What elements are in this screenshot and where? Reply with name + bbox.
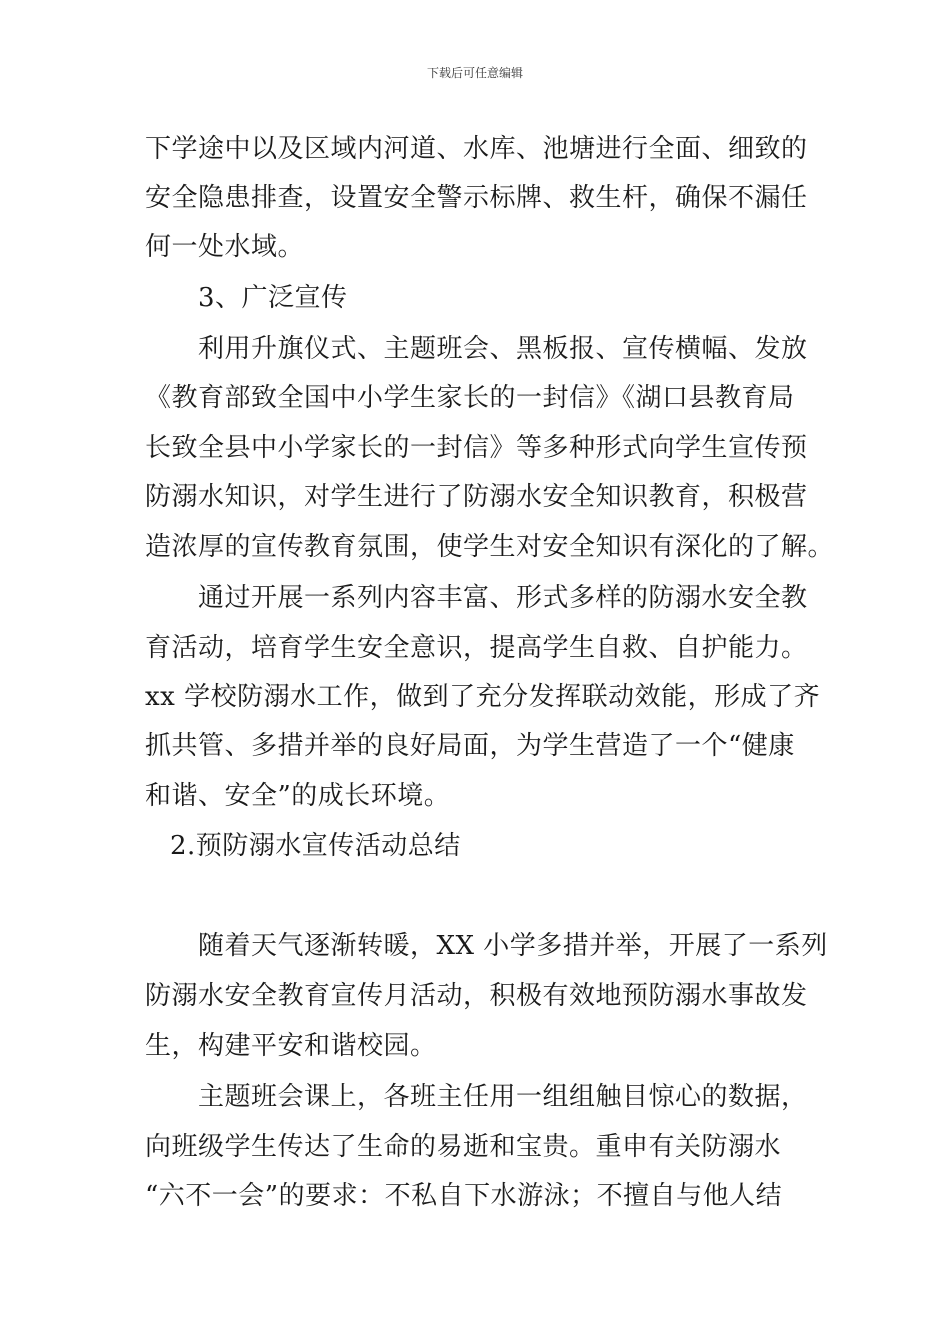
body-text-line: 何一处水域。	[145, 232, 305, 262]
body-text-line: 生，构建平安和谐校园。	[145, 1031, 437, 1061]
body-text-line: 造浓厚的宣传教育氛围，使学生对安全知识有深化的了解。	[145, 532, 835, 562]
body-text-line: 长致全县中小学家长的一封信》等多种形式向学生宣传预	[145, 433, 808, 463]
body-text-line: 和谐、安全”的成长环境。	[145, 781, 451, 811]
body-text-line: 下学途中以及区域内河道、水库、池塘进行全面、细致的	[145, 134, 808, 164]
body-text-line: 安全隐患排查，设置安全警示标牌、救生杆，确保不漏任	[145, 183, 808, 213]
body-text-line: 抓共管、多措并举的良好局面，为学生营造了一个“健康	[145, 731, 795, 761]
page-header-note: 下载后可任意编辑	[426, 66, 523, 80]
section-title: 2.预防溺水宣传活动总结	[170, 831, 461, 861]
section-heading: 3、广泛宣传	[198, 283, 348, 313]
body-text-line: 利用升旗仪式、主题班会、黑板报、宣传横幅、发放	[198, 334, 808, 364]
body-text-line: 随着天气逐渐转暖，XX 小学多措并举，开展了一系列	[198, 931, 828, 961]
body-text-line: xx 学校防溺水工作，做到了充分发挥联动效能，形成了齐	[145, 682, 821, 712]
body-text-line: “六不一会”的要求：不私自下水游泳；不擅自与他人结	[145, 1181, 783, 1211]
body-text-line: 通过开展一系列内容丰富、形式多样的防溺水安全教	[198, 583, 808, 613]
body-text-line: 《教育部致全国中小学生家长的一封信》《湖口县教育局	[145, 383, 795, 413]
body-text-line: 向班级学生传达了生命的易逝和宝贵。重申有关防溺水	[145, 1132, 782, 1162]
body-text-line: 育活动，培育学生安全意识，提高学生自救、自护能力。	[145, 633, 808, 663]
body-text-line: 防溺水安全教育宣传月活动，积极有效地预防溺水事故发	[145, 981, 808, 1011]
body-text-line: 主题班会课上，各班主任用一组组触目惊心的数据，	[198, 1082, 808, 1112]
body-text-line: 防溺水知识，对学生进行了防溺水安全知识教育，积极营	[145, 482, 808, 512]
